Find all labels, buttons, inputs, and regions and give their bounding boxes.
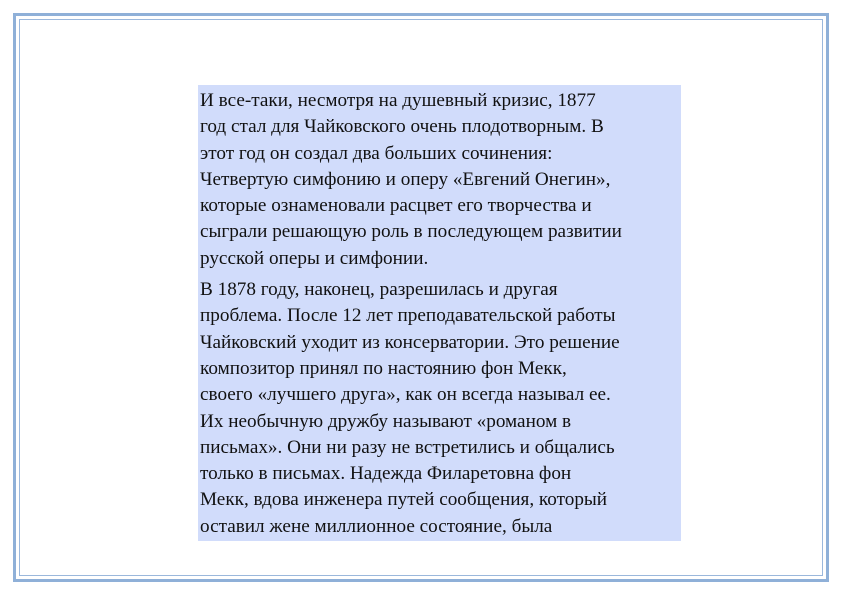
text-box (198, 85, 681, 541)
paragraph-2: В 1878 году, наконец, разрешилась и другая проблема. После 12 лет преподавательской работы Чайковский уходит из консерватории. Это решение композитор принял по настоянию фон Мекк, своего «лучшего друга», как он всегда называл ее. Их необычную дружбу называют «романом в письмах». Они ни разу не встретились и общались только в письмах. Надежда Филаретовна фон Мекк, вдова инженера путей сообщения, который оставил жене миллионное состояние, была (200, 279, 620, 537)
paragraph-1: И все-таки, несмотря на душевный кризис, 1877 год стал для Чайковского очень плодотворным. В этот год он создал два больших сочинения: Четвертую симфонию и оперу «Евгений Онегин», которые ознаменовали расцвет его творчества и сыграли решающую роль в последующем развитии русской оперы и симфонии. (200, 90, 622, 269)
